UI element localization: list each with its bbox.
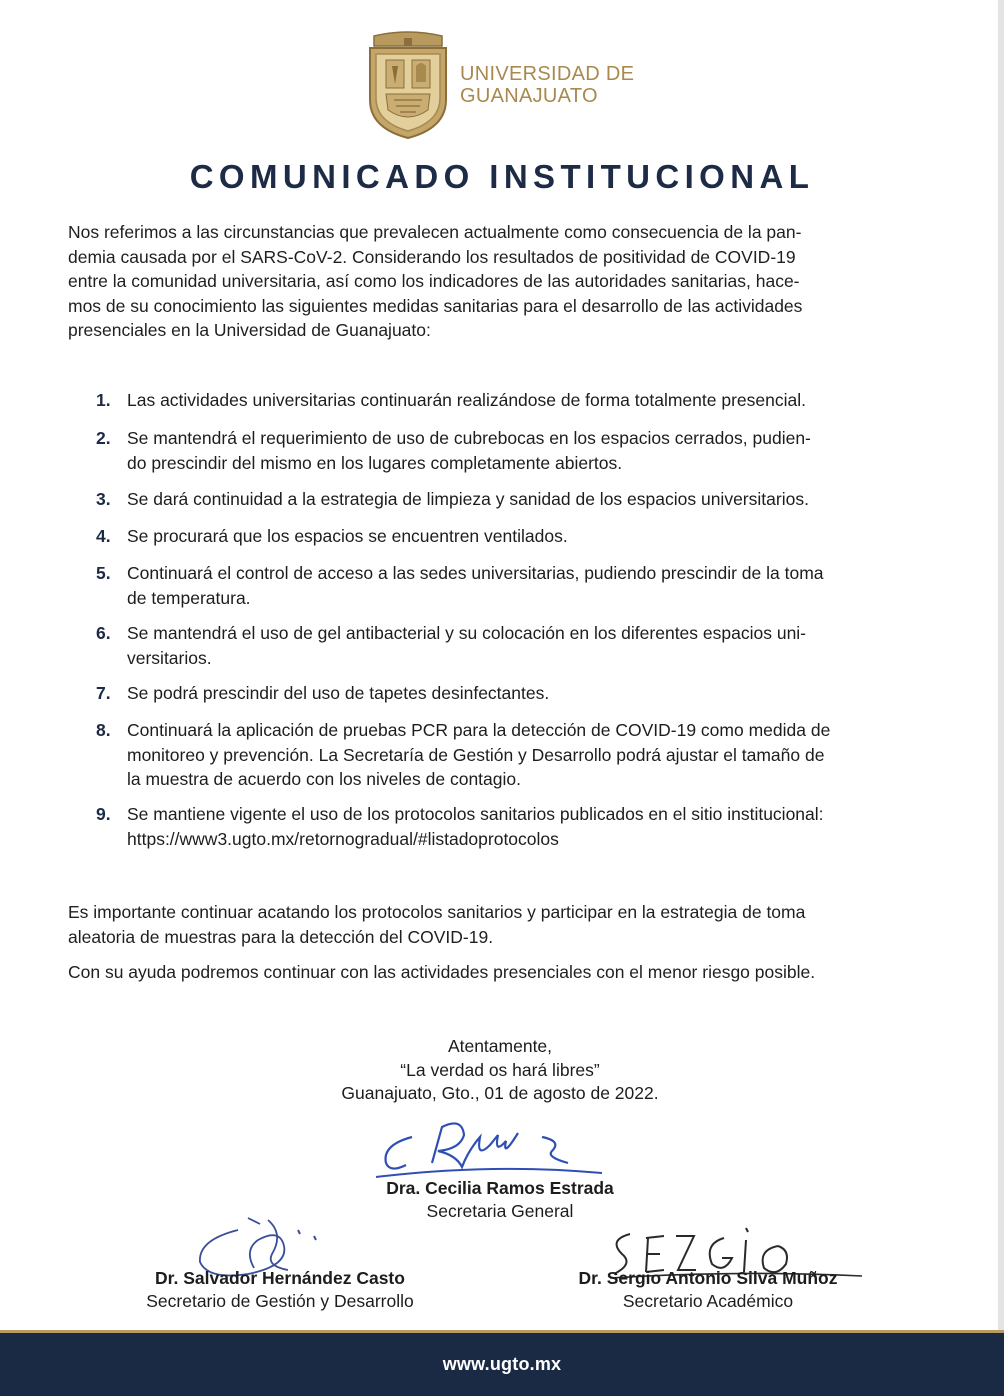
- document-title: COMUNICADO INSTITUCIONAL: [189, 158, 815, 195]
- measure-number: 1.: [96, 390, 111, 410]
- measure-text: [127, 621, 937, 670]
- measure-number: 3.: [96, 489, 111, 509]
- footer-website-link[interactable]: www.ugto.mx: [442, 1354, 562, 1374]
- measure-line: do prescindir del mismo en los lugares completamente abiertos.: [127, 452, 623, 473]
- measure-line: Se procurará que los espacios se encuentren ventilados.: [127, 526, 568, 546]
- university-name-line1: UNIVERSIDAD DE: [460, 63, 635, 85]
- measure-number: 4.: [96, 526, 111, 546]
- farewell-block: [300, 1035, 700, 1106]
- measure-number: 5.: [96, 563, 111, 583]
- measure-line: Continuará el control de acceso a las sedes universitarias, pudiendo prescindir de la toma: [127, 563, 824, 583]
- measure-line: monitoreo y prevención. La Secretaría de Gestión y Desarrollo podrá ajustar el tamaño de: [127, 744, 825, 765]
- closing-final: Con su ayuda podremos continuar con las actividades presenciales con el menor riesgo posible.: [68, 962, 816, 982]
- measure-line: versitarios.: [127, 647, 212, 668]
- measure-line: Se podrá prescindir del uso de tapetes desinfectantes.: [127, 683, 550, 703]
- farewell-motto: “La verdad os hará libres”: [400, 1059, 600, 1080]
- page-edge: [998, 0, 1004, 1330]
- measure-line: Se mantendrá el requerimiento de uso de cubrebocas en los espacios cerrados, pudien-: [127, 428, 811, 448]
- closing-line: Es importante continuar acatando los protocolos sanitarios y participar en la estrategia de toma: [68, 902, 806, 922]
- signatory-name: Dra. Cecilia Ramos Estrada: [386, 1178, 614, 1198]
- signatory-center: [300, 1177, 700, 1223]
- measure-text: [127, 388, 937, 413]
- footer-bar: [0, 1333, 1004, 1396]
- protocols-link[interactable]: https://www3.ugto.mx/retornogradual/#listadoprotocolos: [127, 828, 559, 849]
- measure-line: Se dará continuidad a la estrategia de limpieza y sanidad de los espacios universitarios.: [127, 489, 809, 509]
- signatory-role: Secretario Académico: [622, 1291, 794, 1311]
- signatory-role: Secretario de Gestión y Desarrollo: [146, 1291, 414, 1311]
- university-name-line2: GUANAJUATO: [460, 85, 598, 107]
- closing-line: aleatoria de muestras para la detección del COVID-19.: [68, 926, 494, 947]
- measure-number: 7.: [96, 683, 111, 703]
- university-name: [460, 63, 634, 107]
- intro-line: presenciales en la Universidad de Guanajuato:: [68, 320, 431, 340]
- measure-line: Se mantiene vigente el uso de los protocolos sanitarios publicados en el sitio institucional:: [127, 804, 824, 824]
- measure-line: de temperatura.: [127, 587, 251, 608]
- farewell-date: Guanajuato, Gto., 01 de agosto de 2022.: [341, 1083, 659, 1103]
- signatory-name: Dr. Salvador Hernández Casto: [155, 1268, 405, 1288]
- university-crest-icon: [366, 30, 450, 140]
- measure-line: la muestra de acuerdo con los niveles de contagio.: [127, 769, 521, 789]
- intro-line: mos de su conocimiento las siguientes medidas sanitarias para el desarrollo de las actividades: [68, 295, 803, 316]
- measure-text: [127, 487, 937, 512]
- measure-text: [127, 561, 937, 610]
- intro-line: Nos referimos a las circunstancias que prevalecen actualmente como consecuencia de la pan-: [68, 222, 802, 242]
- closing-paragraph: [68, 900, 936, 949]
- measure-line: Continuará la aplicación de pruebas PCR para la detección de COVID-19 como medida de: [127, 720, 831, 740]
- signatory-name: Dr. Sergio Antonio Silva Muñoz: [578, 1268, 838, 1288]
- measure-text: [127, 718, 937, 792]
- measure-number: 9.: [96, 804, 111, 824]
- farewell-line: Atentamente,: [447, 1036, 553, 1056]
- intro-line: demia causada por el SARS-CoV-2. Considerando los resultados de positividad de COVID-19: [68, 246, 796, 267]
- measure-text: [127, 524, 937, 549]
- intro-line: entre la comunidad universitaria, así como los indicadores de las autoridades sanitarias, hace-: [68, 271, 800, 291]
- measure-number: 8.: [96, 720, 111, 740]
- signatory-left: [80, 1267, 480, 1313]
- measure-text: [127, 802, 937, 851]
- intro-paragraph: [68, 220, 936, 343]
- measure-line: Las actividades universitarias continuarán realizándose de forma totalmente presencial.: [127, 390, 806, 410]
- measure-text: [127, 681, 937, 706]
- measure-number: 6.: [96, 623, 111, 643]
- measure-line: Se mantendrá el uso de gel antibacterial y su colocación en los diferentes espacios uni-: [127, 623, 807, 643]
- measure-number: 2.: [96, 428, 111, 448]
- signatory-role: Secretaria General: [426, 1201, 574, 1221]
- signatory-right: [508, 1267, 908, 1313]
- measure-text: [127, 426, 937, 475]
